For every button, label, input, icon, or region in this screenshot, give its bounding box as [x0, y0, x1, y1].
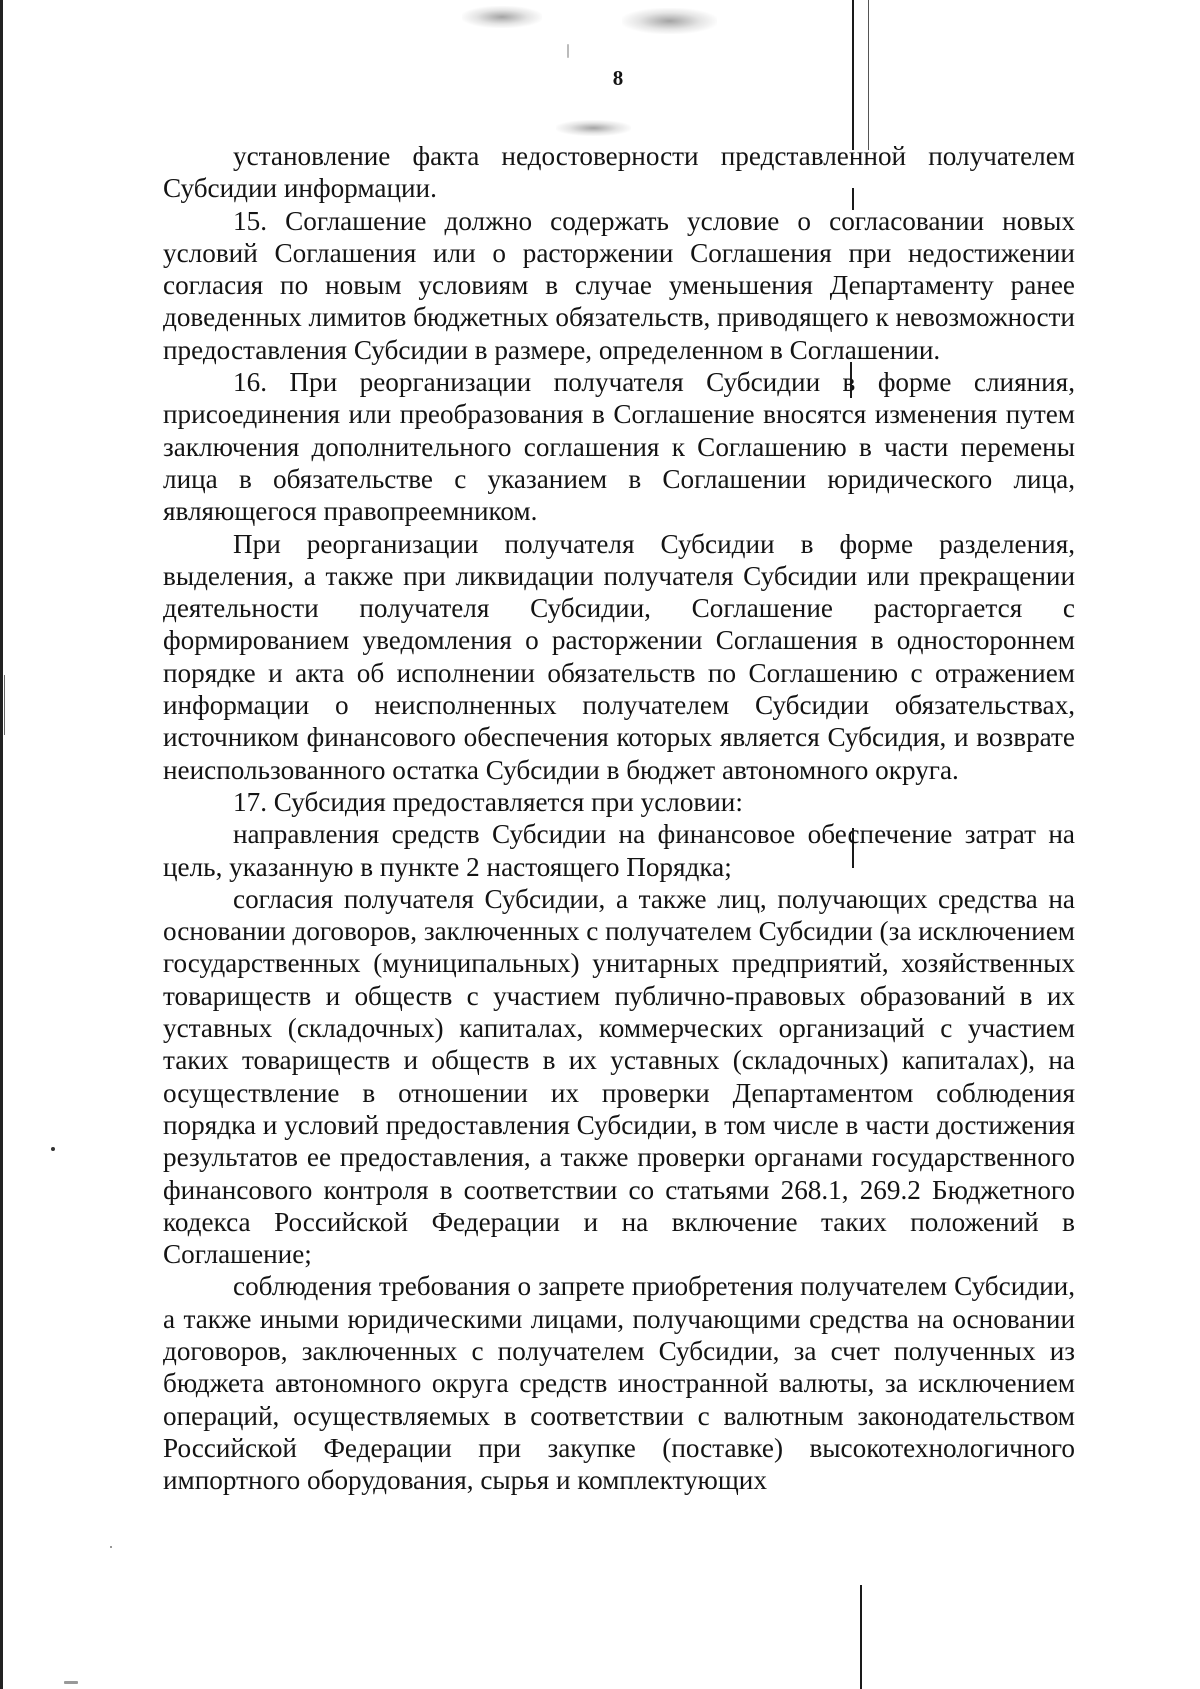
scan-fold-line-bottom — [860, 1585, 862, 1689]
scan-smudge-left — [462, 6, 542, 28]
scan-smudge-right — [622, 8, 717, 34]
scan-left-edge-line — [0, 0, 3, 1689]
paragraph-17: 17. Субсидия предоставляется при условии: — [233, 786, 743, 817]
paragraph-16-reorganization: При реорганизации получателя Субсидии в форме разделения, выделения, а также при ликвидации получателя Субсидии или прекращении деятельности получателя Субсидии, Соглашение расторгается с формированием уведомления о расторжении Соглашения в одностороннем порядке и акта об исполнении обязательств по Соглашению с отражением информации о неисполненных получателем Субсидии обязательствах, источником финансового обеспечения которых является Субсидия, и возврате неиспользованного остатка Субсидии в бюджет автономного округа. — [163, 528, 1075, 785]
scan-speck — [64, 1681, 78, 1684]
scan-speck — [51, 1147, 55, 1151]
paragraph-17-condition-3: соблюдения требования о запрете приобретения получателем Субсидии, а также иными юридическими лицами, получающими средства на основании договоров, заключенных с получателем Субсидии, за счет полученных из бюджета автономного округа средств иностранной валюты, за исключением операций, осуществляемых в соответствии с валютным законодательством Российской Федерации при закупке (поставке) высокотехнологичного импортного оборудования, сырья и комплектующих — [163, 1271, 1075, 1496]
paragraph-17-condition-2: согласия получателя Субсидии, а также лиц, получающих средства на основании договоров, заключенных с получателем Субсидии (за исключением государственных (муниципальных) унитарных предприятий, хозяйственных товариществ и обществ с участием публично-правовых образований в их уставных (складочных) капиталах, коммерческих организаций с участием таких товариществ и обществ в их уставных (складочных) капиталах), на осуществление в отношении их проверки Департаментом соблюдения порядка и условий предоставления Субсидии, в том числе в части достижения результатов ее предоставления, а также проверки органами государственного финансового контроля в соответствии со статьями 268.1, 269.2 Бюджетного кодекса Российской Федерации и на включение таких положений в Соглашение; — [163, 883, 1075, 1270]
document-body — [163, 140, 1075, 1496]
page-number: 8 — [612, 66, 624, 90]
scan-speck — [110, 1546, 112, 1548]
scan-speck — [567, 44, 569, 58]
paragraph-continuation: установление факта недостоверности представленной получателем Субсидии информации. — [163, 141, 1075, 204]
scan-smudge-under-number — [556, 120, 631, 136]
paragraph-15: 15. Соглашение должно содержать условие о согласовании новых условий Соглашения или о расторжении Соглашения при недостижении согласия по новым условиям в случае уменьшения Департаменту ранее доведенных лимитов бюджетных обязательств, приводящего к невозможности предоставления Субсидии в размере, определенном в Соглашении. — [163, 205, 1075, 365]
paragraph-17-condition-1: направления средств Субсидии на финансовое обеспечение затрат на цель, указанную в пункте 2 настоящего Порядка; — [163, 819, 1075, 882]
paragraph-16: 16. При реорганизации получателя Субсидии в форме слияния, присоединения или преобразования в Соглашение вносятся изменения путем заключения дополнительного соглашения к Соглашению в части перемены лица в обязательстве с указанием в Соглашении юридического лица, являющегося правопреемником. — [163, 367, 1075, 527]
scan-margin-mark — [4, 675, 5, 735]
